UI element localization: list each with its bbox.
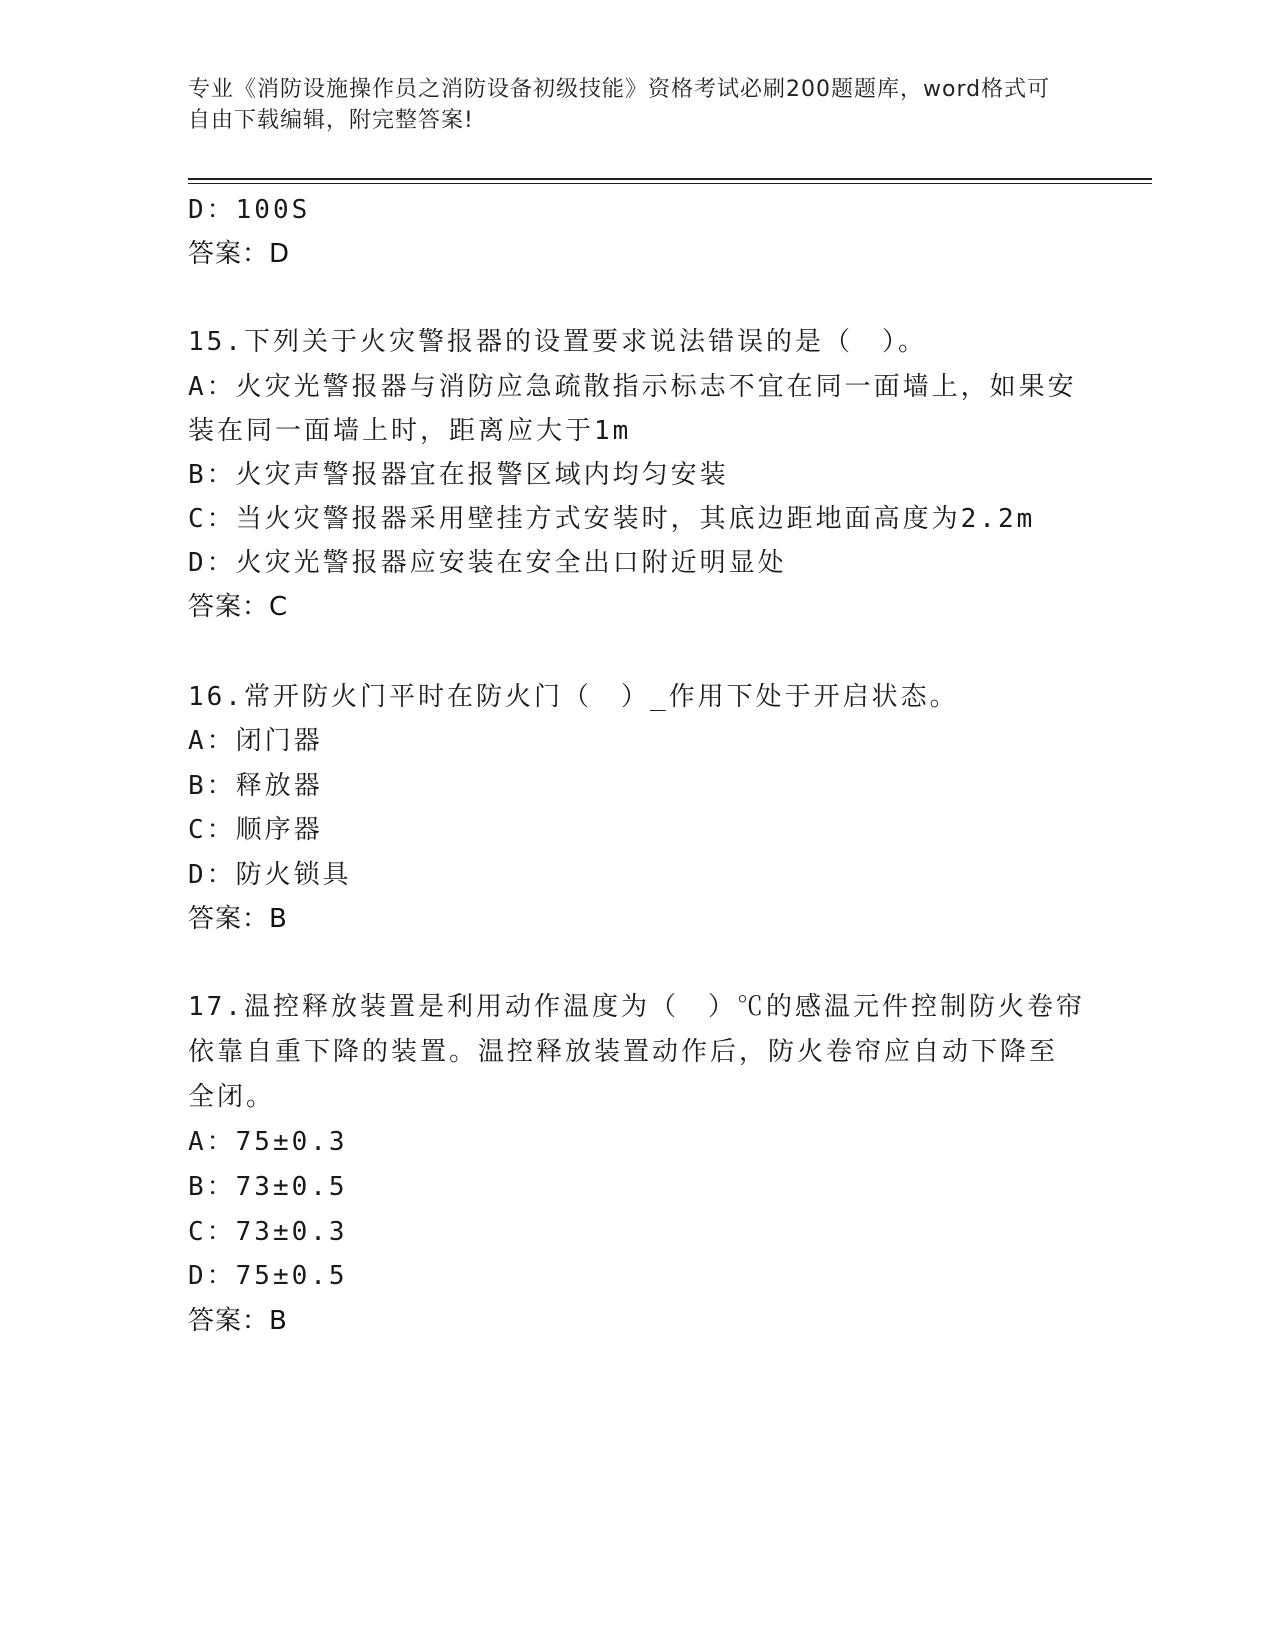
q15-answer: 答案：C: [188, 592, 289, 622]
q15-option-a-line1: A：火灾光警报器与消防应急疏散指示标志不宜在同一面墙上，如果安: [188, 372, 1077, 402]
q17-option-d: D：75±0.5: [188, 1261, 348, 1291]
q17-stem-line2: 依靠自重下降的装置。温控释放装置动作后，防火卷帘应自动下降至: [188, 1037, 1059, 1067]
q16-answer: 答案：B: [188, 904, 288, 934]
q17-stem-line1: 17.温控释放装置是利用动作温度为（ ）℃的感温元件控制防火卷帘: [188, 992, 1085, 1022]
q16-option-c: C：顺序器: [188, 815, 323, 845]
q15-option-c: C：当火灾警报器采用壁挂方式安装时，其底边距地面高度为2.2m: [188, 504, 1036, 534]
q17-stem-line3: 全闭。: [188, 1082, 276, 1112]
q17-option-a: A：75±0.3: [188, 1127, 348, 1157]
q15-stem: 15.下列关于火灾警报器的设置要求说法错误的是（ ）。: [188, 327, 927, 357]
q17-option-c: C：73±0.3: [188, 1217, 348, 1247]
q16-option-b: B：释放器: [188, 771, 323, 801]
q15-option-a-line2: 装在同一面墙上时，距离应大于1m: [188, 416, 632, 446]
q15-option-b: B：火灾声警报器宜在报警区域内均匀安装: [188, 460, 729, 490]
header-divider-thick: [188, 178, 1152, 180]
q17-option-b: B：73±0.5: [188, 1172, 348, 1202]
q15-option-d: D：火灾光警报器应安装在安全出口附近明显处: [188, 548, 787, 578]
q16-option-d: D：防火锁具: [188, 860, 352, 890]
prev-question-answer: 答案：D: [188, 239, 291, 269]
q17-answer: 答案：B: [188, 1306, 288, 1336]
document-header: 专业《消防设施操作员之消防设备初级技能》资格考试必刷200题题库，word格式可自由下载编辑，附完整答案!: [188, 77, 1051, 133]
header-divider-thin: [188, 183, 1152, 184]
q16-stem: 16.常开防火门平时在防火门（ ）_作用下处于开启状态。: [188, 682, 959, 712]
q16-option-a: A：闭门器: [188, 726, 323, 756]
prev-question-option-d: D：100S: [188, 195, 311, 225]
